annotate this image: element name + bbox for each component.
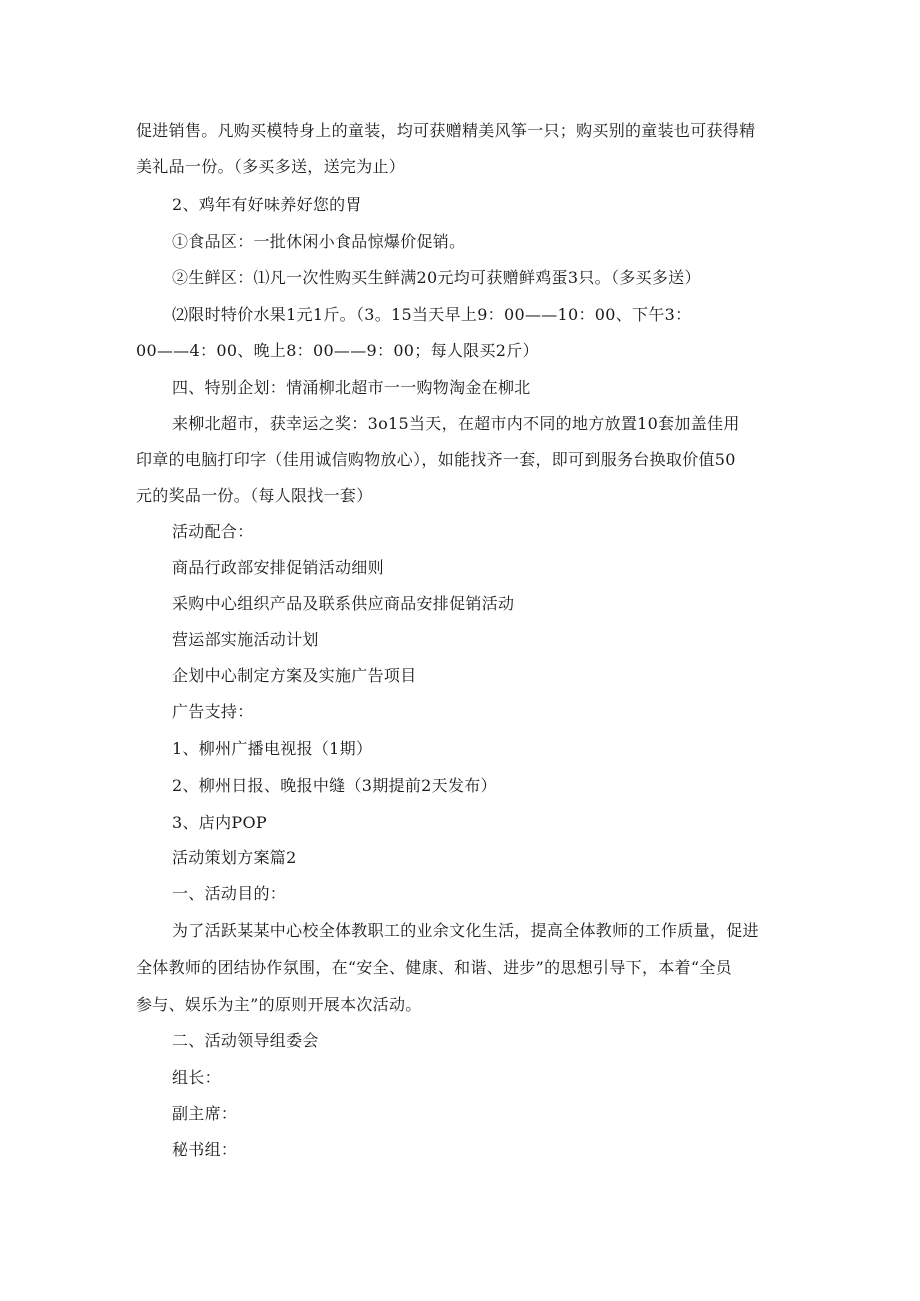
- paragraph-line: 00——4：00、晚上8：00——9：00；每人限买2斤）: [136, 341, 539, 360]
- paragraph-line: ①食品区：一批休闲小食品惊爆价促销。: [172, 232, 466, 251]
- list-item: 采购中心组织产品及联系供应商品安排促销活动: [172, 594, 515, 613]
- paragraph-line: 促进销售。凡购买模特身上的童装，均可获赠精美风筝一只；购买别的童装也可获得精: [136, 121, 756, 140]
- section-heading: 广告支持：: [172, 702, 254, 721]
- list-item: 3、店内POP: [172, 813, 267, 832]
- list-item: 企划中心制定方案及实施广告项目: [172, 666, 417, 685]
- list-item: 2、柳州日报、晚报中缝（3期提前2天发布）: [172, 776, 497, 795]
- list-item: 1、柳州广播电视报（1期）: [172, 739, 373, 758]
- paragraph-line: 来柳北超市，获幸运之奖：3o15当天，在超市内不同的地方放置10套加盖佳用: [172, 414, 740, 433]
- paragraph-line: 为了活跃某某中心校全体教职工的业余文化生活，提高全体教师的工作质量，促进: [172, 921, 759, 940]
- paragraph-line: ②生鲜区：⑴凡一次性购买生鲜满20元均可获赠鲜鸡蛋3只。（多买多送）: [172, 268, 701, 287]
- paragraph-line: 参与、娱乐为主”的原则开展本次活动。: [136, 995, 422, 1014]
- plan-title: 活动策划方案篇2: [172, 848, 297, 867]
- section-heading: 2、鸡年有好味养好您的胃: [172, 195, 362, 214]
- field-label: 副主席：: [172, 1104, 238, 1123]
- paragraph-line: ⑵限时特价水果1元1斤。（3。15当天早上9：00——10：00、下午3：: [172, 305, 692, 324]
- paragraph-line: 全体教师的团结协作氛围，在“安全、健康、和谐、进步”的思想引导下，本着“全员: [136, 958, 732, 977]
- section-heading: 四、特别企划：情涌柳北超市一一购物淘金在柳北: [172, 378, 531, 397]
- section-heading: 二、活动领导组委会: [172, 1031, 319, 1050]
- field-label: 秘书组：: [172, 1140, 238, 1159]
- section-heading: 一、活动目的：: [172, 884, 287, 903]
- paragraph-line: 元的奖品一份。（每人限找一套）: [136, 486, 373, 505]
- paragraph-line: 美礼品一份。（多买多送，送完为止）: [136, 157, 406, 176]
- section-heading: 活动配合：: [172, 522, 254, 541]
- paragraph-line: 印章的电脑打印字（佳用诚信购物放心），如能找齐一套，即可到服务台换取价值50: [136, 450, 736, 469]
- list-item: 营运部实施活动计划: [172, 630, 319, 649]
- field-label: 组长：: [172, 1068, 221, 1087]
- list-item: 商品行政部安排促销活动细则: [172, 558, 384, 577]
